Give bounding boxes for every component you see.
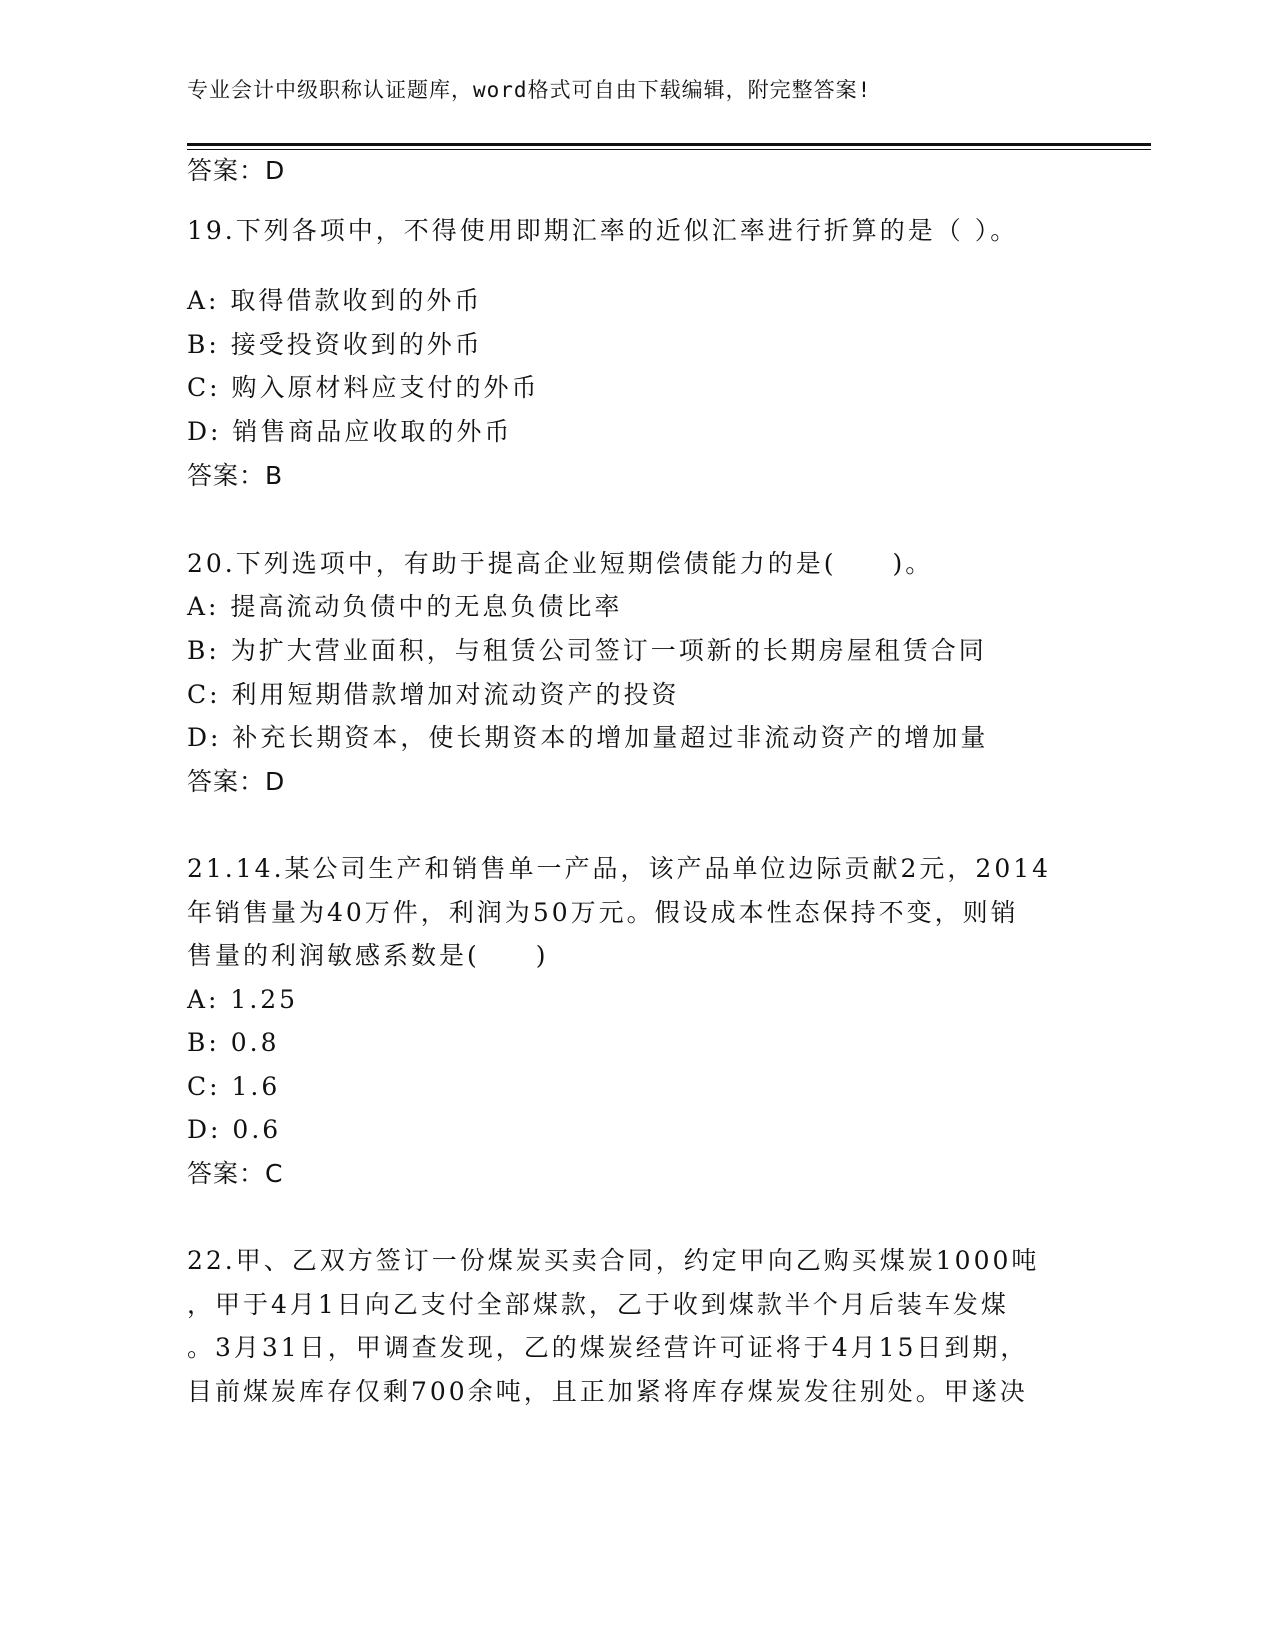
question-20-option-a: A: 提高流动负债中的无息负债比率: [187, 592, 623, 621]
question-21-option-b: B: 0.8: [187, 1028, 280, 1057]
header-rule-thin: [187, 149, 1151, 150]
question-21-option-a: A: 1.25: [187, 985, 299, 1014]
question-19-answer: 答案：B: [187, 461, 284, 490]
question-19-option-d: D: 销售商品应收取的外币: [187, 417, 513, 446]
question-21-option-d: D: 0.6: [187, 1115, 282, 1144]
question-20-stem: 20.下列选项中，有助于提高企业短期偿债能力的是( )。: [187, 549, 934, 578]
question-19-option-a: A: 取得借款收到的外币: [187, 286, 483, 315]
question-20-answer: 答案：D: [187, 767, 286, 796]
question-20-option-c: C: 利用短期借款增加对流动资产的投资: [187, 680, 680, 709]
header-rule-thick: [187, 143, 1151, 146]
answer-prev: 答案：D: [187, 156, 286, 185]
question-22-stem-line-3: 。3月31日，甲调查发现，乙的煤炭经营许可证将于4月15日到期，: [187, 1333, 1029, 1362]
question-19-option-c: C: 购入原材料应支付的外币: [187, 373, 540, 402]
question-21-stem-line-1: 21.14.某公司生产和销售单一产品，该产品单位边际贡献2元，2014: [187, 854, 1052, 883]
question-22-stem-line-4: 目前煤炭库存仅剩700余吨，且正加紧将库存煤炭发往别处。甲遂决: [187, 1377, 1028, 1406]
question-21-answer: 答案：C: [187, 1159, 284, 1188]
question-22-stem-line-2: ，甲于4月1日向乙支付全部煤款，乙于收到煤款半个月后装车发煤: [187, 1290, 1009, 1319]
question-20-option-b: B: 为扩大营业面积，与租赁公司签订一项新的长期房屋租赁合同: [187, 636, 987, 665]
page-header: 专业会计中级职称认证题库，word格式可自由下载编辑，附完整答案!: [187, 78, 872, 102]
question-21-stem-line-2: 年销售量为40万件，利润为50万元。假设成本性态保持不变，则销: [187, 898, 1019, 927]
question-22-stem-line-1: 22.甲、乙双方签订一份煤炭买卖合同，约定甲向乙购买煤炭1000吨: [187, 1246, 1040, 1275]
question-19-option-b: B: 接受投资收到的外币: [187, 330, 483, 359]
question-19-stem: 19.下列各项中，不得使用即期汇率的近似汇率进行折算的是（ ）。: [187, 216, 1019, 245]
question-20-option-d: D: 补充长期资本，使长期资本的增加量超过非流动资产的增加量: [187, 723, 989, 752]
question-21-option-c: C: 1.6: [187, 1072, 281, 1101]
question-21-stem-line-3: 售量的利润敏感系数是( ): [187, 941, 549, 970]
